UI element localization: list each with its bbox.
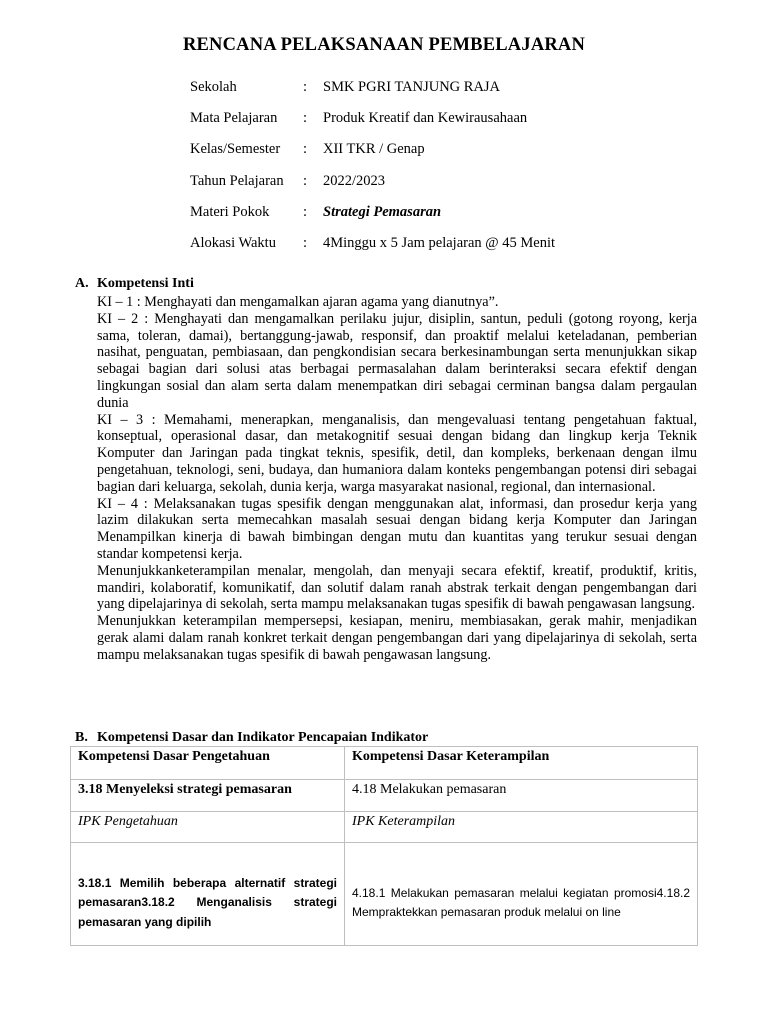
info-key: Mata Pelajaran <box>190 110 278 127</box>
table-header-cell: Kompetensi Dasar Keterampilan <box>345 747 698 780</box>
section-title: Kompetensi Inti <box>97 276 194 291</box>
ki-paragraph: Menunjukkan keterampilan mempersepsi, kesiapan, meniru, membiasakan, gerak mahir, menjadikan gerak alami dalam ranah konkret terkait dengan pengembangan dari yang dipelajarinya di sekolah, serta mampu melaksanakan tugas spesifik di bawah pengawasan langsung. <box>97 613 697 663</box>
section-letter: B. <box>75 730 88 745</box>
table-header-row <box>71 747 698 780</box>
ki-paragraph: KI – 2 : Menghayati dan mengamalkan perilaku jujur, disiplin, santun, peduli (gotong royong, kerja sama, toleran, damai), bertanggung-jawab, responsif, dan proaktif melalui keteladanan, pemberian nasihat, penguatan, pembiasaan, dan pengkondisian secara berkesinambungan serta menunjukkan sikap sebagai bagian dari solusi atas berbagai permasalahan dalam berinteraksi secara efektif dengan lingkungan sosial dan alam serta dalam menempatkan diri sebagai cerminan bangsa dalam pergaulan dunia <box>97 310 697 411</box>
table-row <box>71 780 698 812</box>
table-cell: 4.18 Melakukan pemasaran <box>345 780 698 812</box>
table-cell: IPK Pengetahuan <box>71 812 345 843</box>
info-separator: : <box>303 110 308 127</box>
info-row-materi-pokok <box>190 197 555 228</box>
info-value: SMK PGRI TANJUNG RAJA <box>323 79 501 96</box>
info-separator: : <box>303 203 308 220</box>
info-separator: : <box>303 235 308 252</box>
ki-paragraph: KI – 4 : Melaksanakan tugas spesifik dengan menggunakan alat, informasi, dan prosedur kerja yang lazim dilakukan serta memecahkan masalah sesuai dengan bidang kerja Komputer dan Jaringan Menampilkan kinerja di bawah bimbingan dengan mutu dan kuantitas yang terukur sesuai dengan standar kompetensi kerja. <box>97 495 697 562</box>
ki-paragraph: KI – 3 : Memahami, menerapkan, menganalisis, dan mengevaluasi tentang pengetahuan faktual, konseptual, operasional dasar, dan metakognitif sesuai dengan bidang dan lingkup kerja Teknik Komputer dan Jaringan pada tingkat teknis, spesifik, detil, dan kompleks, berkenaan dengan ilmu pengetahuan, teknologi, seni, budaya, dan humaniora dalam konteks pengembangan potensi diri sebagai bagian dari keluarga, sekolah, dunia kerja, warga masyarakat nasional, regional, dan internasional. <box>97 411 697 495</box>
info-row-alokasi-waktu <box>190 228 555 259</box>
info-key: Alokasi Waktu <box>190 235 276 252</box>
info-value: XII TKR / Genap <box>323 141 425 158</box>
info-separator: : <box>303 79 308 96</box>
kompetensi-inti-text <box>97 294 697 664</box>
kompetensi-dasar-table <box>70 746 698 946</box>
info-value: 4Minggu x 5 Jam pelajaran @ 45 Menit <box>323 235 556 252</box>
info-key: Sekolah <box>190 79 237 96</box>
info-key: Tahun Pelajaran <box>190 172 284 189</box>
info-row-kelas-semester <box>190 134 555 165</box>
table-cell: 3.18 Menyeleksi strategi pemasaran <box>71 780 345 812</box>
section-title: Kompetensi Dasar dan Indikator Pencapaian Indikator <box>97 730 429 745</box>
table-cell: 3.18.1 Memilih beberapa alternatif strategi pemasaran3.18.2 Menganalisis strategi pemasaran yang dipilih <box>71 843 345 946</box>
table-row <box>71 812 698 843</box>
ki-paragraph: Menunjukkanketerampilan menalar, mengolah, dan menyaji secara efektif, kreatif, produktif, kritis, mandiri, kolaboratif, komunikatif, dan solutif dalam ranah abstrak terkait dengan pengembangan dari yang dipelajarinya di sekolah, serta mampu melaksanakan tugas spesifik di bawah pengawasan langsung. <box>97 562 697 613</box>
document-title: RENCANA PELAKSANAAN PEMBELAJARAN <box>182 35 586 55</box>
info-separator: : <box>303 172 308 189</box>
info-value: Strategi Pemasaran <box>323 203 442 220</box>
info-row-tahun-pelajaran <box>190 166 555 197</box>
info-key: Kelas/Semester <box>190 141 281 158</box>
ki-paragraph: KI – 1 : Menghayati dan mengamalkan ajaran agama yang dianutnya”. <box>97 294 499 310</box>
info-value: Produk Kreatif dan Kewirausahaan <box>323 110 528 127</box>
table-row <box>71 843 698 946</box>
identity-block <box>190 72 555 259</box>
section-b-heading <box>75 730 428 746</box>
info-key: Materi Pokok <box>190 203 270 220</box>
section-letter: A. <box>75 276 89 291</box>
table-header-cell: Kompetensi Dasar Pengetahuan <box>71 747 345 780</box>
info-row-sekolah <box>190 72 555 103</box>
table-cell: IPK Keterampilan <box>345 812 698 843</box>
info-separator: : <box>303 141 308 158</box>
info-value: 2022/2023 <box>323 172 386 189</box>
table-cell: 4.18.1 Melakukan pemasaran melalui kegiatan promosi4.18.2 Mempraktekkan pemasaran produk melalui on line <box>345 843 698 946</box>
section-a-heading <box>75 276 194 292</box>
info-row-mata-pelajaran <box>190 103 555 134</box>
